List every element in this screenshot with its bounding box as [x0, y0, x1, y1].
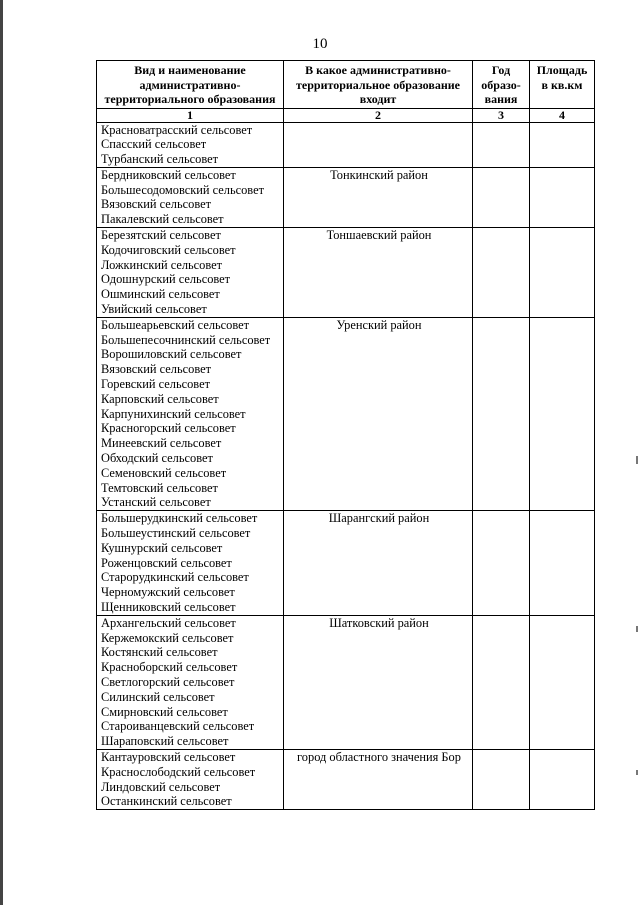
header-row	[97, 61, 595, 109]
unit-name: Горевский сельсовет	[101, 377, 210, 392]
table-row	[97, 317, 595, 510]
unit-name: Красногорский сельсовет	[101, 421, 236, 436]
column-number: 2	[284, 108, 473, 122]
area-cell	[530, 122, 595, 167]
unit-name: Темтовский сельсовет	[101, 480, 218, 495]
unit-name: Останкинский сельсовет	[101, 794, 232, 809]
unit-name: Большесодомовский сельсовет	[101, 182, 264, 197]
parent-unit-cell: Шатковский район	[284, 615, 473, 749]
unit-name: Кантауровский сельсовет	[101, 749, 236, 764]
year-cell	[473, 122, 530, 167]
unit-name: Кушнурский сельсовет	[101, 540, 223, 555]
unit-name: Большеустинский сельсовет	[101, 526, 251, 541]
area-cell	[530, 228, 595, 318]
unit-name: Староиванцевский сельсовет	[101, 719, 255, 734]
unit-name: Кержемокский сельсовет	[101, 630, 234, 645]
unit-name: Смирновский сельсовет	[101, 704, 228, 719]
unit-name: Костянский сельсовет	[101, 645, 218, 660]
unit-name: Бердниковский сельсовет	[101, 167, 236, 182]
unit-name: Семеновский сельсовет	[101, 465, 227, 480]
unit-names-cell	[97, 122, 284, 167]
table-row	[97, 122, 595, 167]
table-row	[97, 228, 595, 318]
scan-edge-line	[0, 0, 3, 905]
year-cell	[473, 749, 530, 809]
parent-unit-cell: Уренский район	[284, 317, 473, 510]
table-row	[97, 615, 595, 749]
unit-name: Ложкинский сельсовет	[101, 257, 223, 272]
table-row	[97, 749, 595, 809]
page-number: 10	[312, 36, 328, 52]
parent-unit-cell: Шарангский район	[284, 511, 473, 616]
column-number: 1	[97, 108, 284, 122]
unit-names-cell	[97, 749, 284, 809]
unit-name: Березятский сельсовет	[101, 228, 221, 243]
unit-names-cell	[97, 615, 284, 749]
unit-name: Силинский сельсовет	[101, 689, 215, 704]
parent-unit-cell: Тоншаевский район	[284, 228, 473, 318]
scan-mark	[636, 626, 638, 632]
table-row	[97, 167, 595, 227]
column-number: 3	[473, 108, 530, 122]
unit-name: Карповский сельсовет	[101, 391, 219, 406]
year-cell	[473, 511, 530, 616]
scan-mark	[636, 456, 638, 464]
unit-name: Кодочиговский сельсовет	[101, 242, 236, 257]
area-cell	[530, 511, 595, 616]
unit-name: Увийский сельсовет	[101, 302, 207, 317]
unit-name: Карпунихинский сельсовет	[101, 406, 246, 421]
unit-name: Одошнурский сельсовет	[101, 272, 231, 287]
unit-name: Красноватрасский сельсовет	[101, 122, 253, 137]
unit-name: Щенниковский сельсовет	[101, 600, 236, 614]
unit-name: Пакалевский сельсовет	[101, 212, 224, 227]
unit-name: Большеарьевский сельсовет	[101, 317, 250, 332]
header-unit-name: Вид и наименование административно-территориального образования	[97, 61, 284, 109]
header-parent-unit: В какое административно-территориальное образование входит	[284, 61, 473, 109]
table-body	[97, 122, 595, 810]
unit-name: Черномужский сельсовет	[101, 585, 235, 600]
year-cell	[473, 615, 530, 749]
year-cell	[473, 228, 530, 318]
unit-names-cell	[97, 228, 284, 318]
header-area: Площадь в кв.км	[530, 61, 595, 109]
unit-name: Вязовский сельсовет	[101, 362, 212, 377]
parent-unit-cell: город областного значения Бор	[284, 749, 473, 809]
unit-name: Устанский сельсовет	[101, 495, 211, 510]
territorial-units-table	[96, 60, 595, 810]
area-cell	[530, 167, 595, 227]
year-cell	[473, 167, 530, 227]
unit-name: Роженцовский сельсовет	[101, 555, 232, 570]
unit-name: Старорудкинский сельсовет	[101, 570, 249, 585]
parent-unit-cell	[284, 122, 473, 167]
unit-name: Вязовский сельсовет	[101, 197, 212, 212]
unit-name: Обходский сельсовет	[101, 451, 213, 466]
unit-name: Красноборский сельсовет	[101, 660, 238, 675]
header-year: Год образо-вания	[473, 61, 530, 109]
scan-mark	[636, 770, 638, 775]
column-number-row	[97, 108, 595, 122]
unit-name: Минеевский сельсовет	[101, 436, 222, 451]
unit-names-cell	[97, 317, 284, 510]
unit-name: Краснослободский сельсовет	[101, 764, 256, 779]
table-row	[97, 511, 595, 616]
year-cell	[473, 317, 530, 510]
unit-name: Шараповский сельсовет	[101, 734, 229, 749]
area-cell	[530, 615, 595, 749]
unit-name: Большерудкинский сельсовет	[101, 511, 258, 526]
column-number: 4	[530, 108, 595, 122]
unit-name: Линдовский сельсовет	[101, 779, 221, 794]
unit-name: Архангельский сельсовет	[101, 615, 236, 630]
unit-names-cell	[97, 167, 284, 227]
unit-name: Ошминский сельсовет	[101, 287, 220, 302]
unit-names-cell	[97, 511, 284, 616]
parent-unit-cell: Тонкинский район	[284, 167, 473, 227]
unit-name: Ворошиловский сельсовет	[101, 347, 242, 362]
unit-name: Спасский сельсовет	[101, 137, 207, 152]
unit-name: Светлогорский сельсовет	[101, 674, 235, 689]
unit-name: Турбанский сельсовет	[101, 152, 219, 167]
unit-name: Большепесочнинский сельсовет	[101, 332, 271, 347]
area-cell	[530, 749, 595, 809]
area-cell	[530, 317, 595, 510]
